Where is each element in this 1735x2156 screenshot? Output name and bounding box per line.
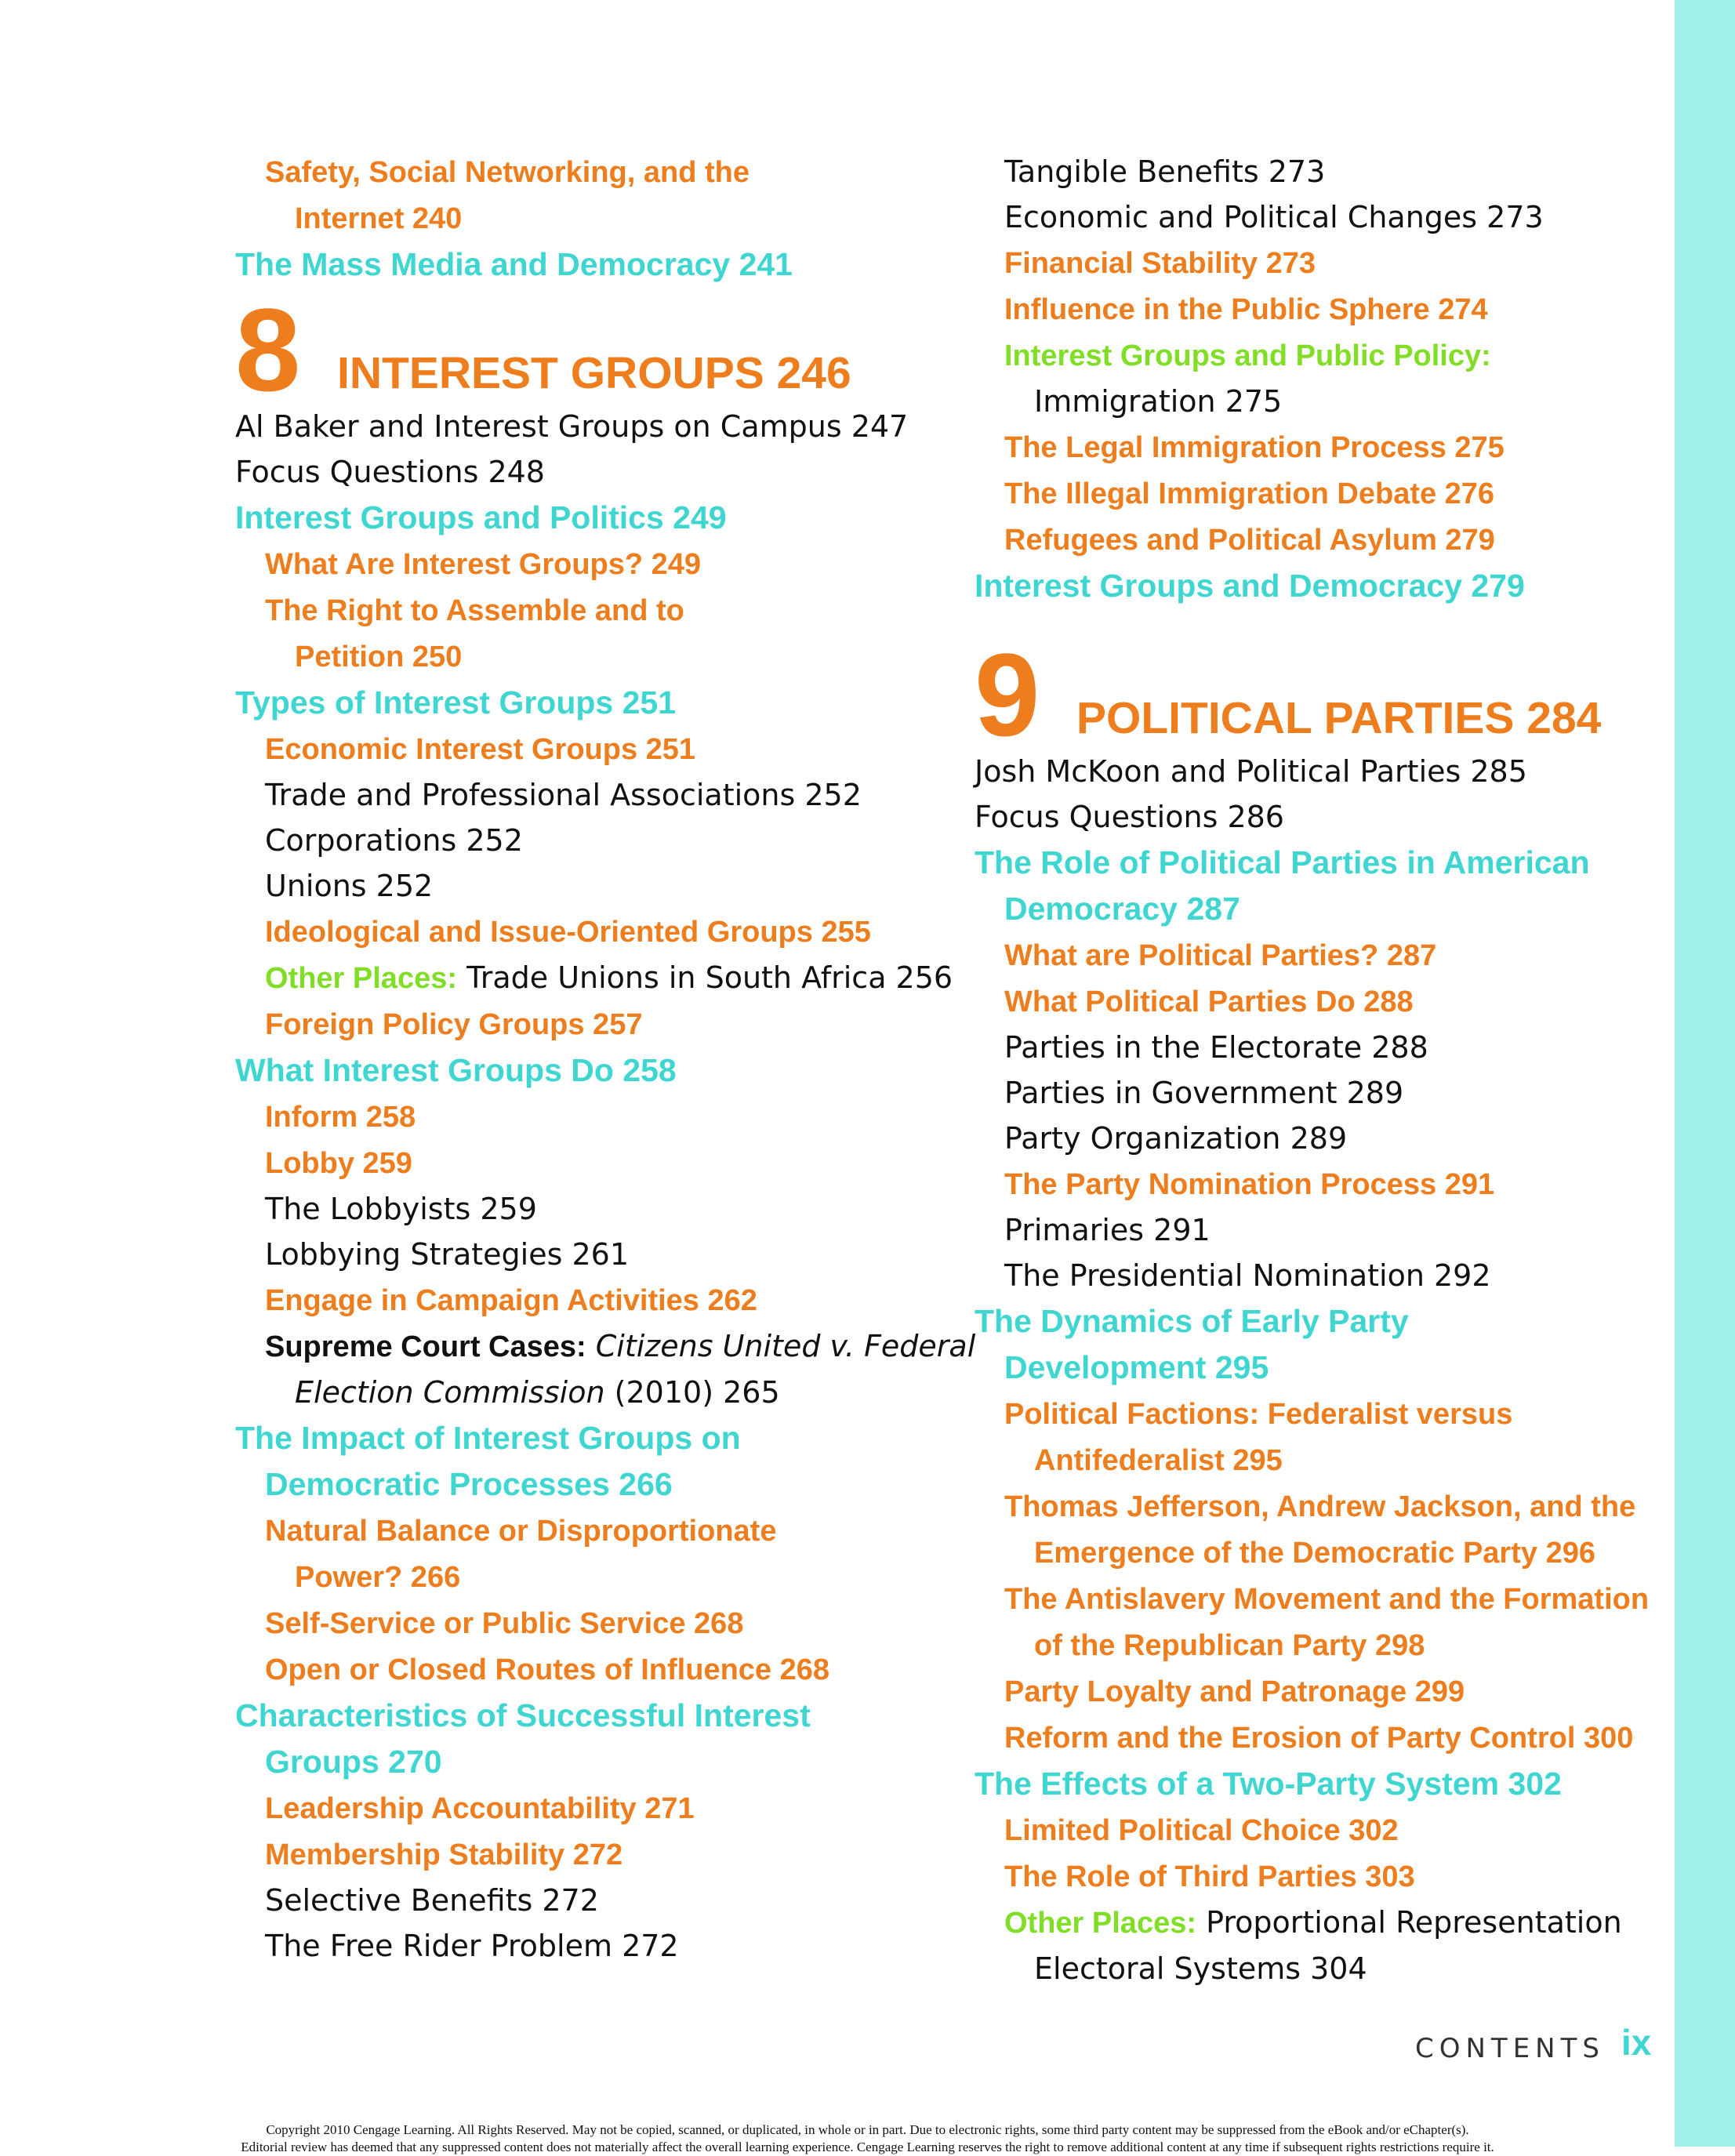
chapter-heading[interactable] bbox=[235, 284, 909, 416]
toc-entry[interactable] bbox=[235, 1508, 909, 1554]
entry-text: The Role of Third Parties 303 bbox=[1004, 1860, 1415, 1893]
toc-entry[interactable] bbox=[975, 978, 1664, 1025]
toc-left-column bbox=[235, 149, 976, 1969]
toc-entry[interactable] bbox=[235, 1047, 909, 1094]
toc-entry[interactable] bbox=[235, 818, 909, 863]
entry-text: Reform and the Erosion of Party Control 300 bbox=[1004, 1722, 1634, 1755]
toc-entry[interactable] bbox=[235, 495, 909, 541]
entry-text: The Antislavery Movement and the Formation bbox=[1004, 1583, 1650, 1616]
feature-label: Other Places: bbox=[265, 962, 457, 995]
toc-entry[interactable] bbox=[235, 1094, 909, 1140]
entry-text: Lobbying Strategies 261 bbox=[265, 1237, 629, 1272]
toc-entry[interactable] bbox=[235, 1923, 909, 1969]
toc-entry[interactable] bbox=[975, 1900, 1664, 1946]
entry-text: The Free Rider Problem 272 bbox=[265, 1929, 679, 1963]
entry-text: The Presidential Nomination 292 bbox=[1004, 1258, 1491, 1293]
toc-entry[interactable] bbox=[235, 149, 909, 195]
entry-text: Interest Groups and Democracy 279 bbox=[975, 568, 1525, 604]
toc-entry[interactable] bbox=[975, 1207, 1664, 1253]
copyright-notice bbox=[0, 2122, 1735, 2156]
entry-text: The Right to Assemble and to bbox=[265, 594, 684, 627]
toc-entry[interactable] bbox=[235, 1140, 909, 1186]
toc-entry[interactable] bbox=[975, 932, 1664, 978]
entry-text: What Interest Groups Do 258 bbox=[235, 1052, 677, 1088]
chapter-title: INTEREST GROUPS 246 bbox=[337, 348, 851, 398]
entry-text: Trade and Professional Associations 252 bbox=[265, 778, 862, 812]
entry-text: Political Factions: Federalist versus bbox=[1004, 1398, 1513, 1431]
entry-text: Interest Groups and Politics 249 bbox=[235, 499, 727, 535]
toc-entry[interactable] bbox=[235, 772, 909, 818]
entry-text: Primaries 291 bbox=[1004, 1213, 1211, 1247]
entry-text: The Illegal Immigration Debate 276 bbox=[1004, 477, 1495, 510]
toc-entry[interactable] bbox=[235, 195, 909, 241]
entry-text: Immigration 275 bbox=[1034, 384, 1283, 419]
toc-entry[interactable] bbox=[235, 1739, 909, 1785]
entry-text: Inform 258 bbox=[265, 1101, 416, 1134]
toc-entry[interactable] bbox=[235, 1001, 909, 1047]
entry-text: The Lobbyists 259 bbox=[265, 1192, 537, 1226]
toc-entry[interactable] bbox=[975, 332, 1664, 379]
chapter-number: 9 bbox=[975, 629, 1040, 760]
copyright-line: Editorial review has deemed that any suppressed content does not materially affect the overall learning experience. Cengage Learning reserves the right to remove additional content at any time if subsequent rights restrictions require it. bbox=[241, 2140, 1494, 2154]
entry-text: Economic and Political Changes 273 bbox=[1004, 200, 1544, 234]
entry-text: What Are Interest Groups? 249 bbox=[265, 548, 702, 581]
entry-text: The Legal Immigration Process 275 bbox=[1004, 431, 1505, 464]
toc-entry[interactable] bbox=[235, 1323, 976, 1370]
feature-label: Other Places: bbox=[1004, 1907, 1196, 1940]
entry-text: Financial Stability 273 bbox=[1004, 247, 1316, 280]
side-color-strip bbox=[1675, 0, 1735, 2147]
toc-entry[interactable] bbox=[975, 1025, 1664, 1070]
toc-entry[interactable] bbox=[975, 749, 1664, 794]
entry-text: Democracy 287 bbox=[1004, 891, 1240, 927]
entry-text: Refugees and Political Asylum 279 bbox=[1004, 524, 1495, 557]
toc-entry[interactable] bbox=[235, 955, 953, 1001]
page-number: ix bbox=[1621, 2022, 1652, 2063]
toc-entries bbox=[975, 749, 1664, 1991]
entry-text: Groups 270 bbox=[265, 1744, 442, 1780]
entry-text: Democratic Processes 266 bbox=[265, 1466, 673, 1502]
toc-entry[interactable] bbox=[975, 1946, 1664, 1991]
entry-text: Power? 266 bbox=[295, 1561, 461, 1594]
toc-entry[interactable] bbox=[975, 1576, 1664, 1622]
toc-entry[interactable] bbox=[975, 1391, 1664, 1437]
entry-text: Engage in Campaign Activities 262 bbox=[265, 1284, 757, 1317]
toc-entry[interactable] bbox=[235, 1186, 909, 1232]
entry-text: Types of Interest Groups 251 bbox=[235, 684, 677, 720]
toc-entry[interactable] bbox=[235, 1831, 909, 1878]
entry-text: Leadership Accountability 271 bbox=[265, 1792, 695, 1825]
entry-text: Party Organization 289 bbox=[1004, 1121, 1348, 1156]
toc-entry[interactable] bbox=[235, 541, 909, 587]
entry-text: Membership Stability 272 bbox=[265, 1838, 623, 1871]
toc-entry[interactable] bbox=[975, 424, 1664, 470]
toc-entry[interactable] bbox=[975, 470, 1664, 517]
entry-text: The Effects of a Two-Party System 302 bbox=[975, 1766, 1562, 1802]
toc-entry[interactable] bbox=[235, 1785, 909, 1831]
toc-entry[interactable] bbox=[975, 563, 1664, 609]
toc-entry[interactable] bbox=[975, 1483, 1664, 1530]
entry-text: Thomas Jefferson, Andrew Jackson, and the bbox=[1004, 1490, 1636, 1523]
toc-pre-entries bbox=[975, 149, 1664, 609]
entry-text: Corporations 252 bbox=[265, 823, 523, 858]
feature-label: Supreme Court Cases: bbox=[265, 1330, 586, 1363]
case-name: Election Commission bbox=[295, 1375, 605, 1410]
toc-entry[interactable] bbox=[235, 1277, 909, 1323]
toc-entry[interactable] bbox=[975, 1070, 1664, 1116]
toc-entry[interactable] bbox=[235, 1415, 909, 1461]
entry-text: Natural Balance or Disproportionate bbox=[265, 1515, 777, 1548]
toc-entry[interactable] bbox=[975, 794, 1664, 840]
toc-entry[interactable] bbox=[975, 1345, 1664, 1391]
entry-text: The Dynamics of Early Party bbox=[975, 1303, 1409, 1339]
toc-entry[interactable] bbox=[975, 1853, 1664, 1900]
entry-text: What are Political Parties? 287 bbox=[1004, 939, 1437, 972]
entry-text: The Role of Political Parties in American bbox=[975, 844, 1590, 880]
toc-entry[interactable] bbox=[975, 1668, 1664, 1715]
toc-entry[interactable] bbox=[975, 886, 1664, 932]
toc-entry[interactable] bbox=[975, 240, 1664, 286]
toc-entry[interactable] bbox=[235, 404, 909, 449]
toc-entries bbox=[235, 404, 976, 1969]
toc-entry[interactable] bbox=[235, 1461, 909, 1508]
entry-text: Foreign Policy Groups 257 bbox=[265, 1008, 643, 1041]
toc-entry[interactable] bbox=[235, 1554, 909, 1600]
toc-entry[interactable] bbox=[235, 633, 909, 680]
entry-text: Proportional Representation bbox=[1196, 1905, 1622, 1940]
toc-entry[interactable] bbox=[975, 1116, 1664, 1161]
toc-entry[interactable] bbox=[975, 1298, 1664, 1345]
toc-entry[interactable] bbox=[975, 517, 1664, 563]
toc-entry[interactable] bbox=[975, 149, 1664, 194]
toc-entry[interactable] bbox=[235, 449, 909, 495]
entry-text: Focus Questions 248 bbox=[235, 455, 545, 489]
chapter-title: POLITICAL PARTIES 284 bbox=[1076, 693, 1602, 743]
entry-text: Internet 240 bbox=[295, 202, 463, 235]
chapter-number: 8 bbox=[235, 284, 301, 416]
toc-entry[interactable] bbox=[235, 1693, 909, 1739]
entry-text: Safety, Social Networking, and the bbox=[265, 156, 750, 189]
toc-right-column bbox=[975, 149, 1664, 1991]
entry-text: Open or Closed Routes of Influence 268 bbox=[265, 1653, 830, 1686]
entry-text: The Party Nomination Process 291 bbox=[1004, 1168, 1495, 1201]
running-footer-label: CONTENTS bbox=[1415, 2033, 1605, 2064]
toc-entry[interactable] bbox=[235, 726, 909, 772]
entry-text: Al Baker and Interest Groups on Campus 247 bbox=[235, 409, 909, 444]
toc-entry[interactable] bbox=[975, 1807, 1664, 1853]
toc-entry[interactable] bbox=[235, 680, 909, 726]
copyright-line: Copyright 2010 Cengage Learning. All Rights Reserved. May not be copied, scanned, or duplicated, in whole or in part. Due to electronic rights, some third party content may be suppressed from the eBook and/or eChapter(s). bbox=[266, 2122, 1469, 2137]
entry-text: Tangible Benefits 273 bbox=[1004, 154, 1326, 189]
entry-text: Party Loyalty and Patronage 299 bbox=[1004, 1675, 1465, 1708]
entry-text: Emergence of the Democratic Party 296 bbox=[1034, 1537, 1595, 1570]
toc-entry[interactable] bbox=[975, 1437, 1664, 1483]
chapter-heading[interactable] bbox=[975, 629, 1664, 760]
entry-text: Focus Questions 286 bbox=[975, 800, 1284, 834]
entry-text: Self-Service or Public Service 268 bbox=[265, 1607, 744, 1640]
entry-text: Lobby 259 bbox=[265, 1147, 412, 1180]
entry-text: The Impact of Interest Groups on bbox=[235, 1420, 741, 1456]
entry-text: Petition 250 bbox=[295, 641, 463, 673]
toc-entry[interactable] bbox=[975, 1761, 1664, 1807]
entry-text: Ideological and Issue-Oriented Groups 255 bbox=[265, 916, 871, 949]
entry-text: Antifederalist 295 bbox=[1034, 1444, 1283, 1477]
entry-text: Selective Benefits 272 bbox=[265, 1883, 599, 1918]
entry-text: Trade Unions in South Africa 256 bbox=[457, 960, 953, 995]
entry-text: What Political Parties Do 288 bbox=[1004, 985, 1414, 1018]
entry-text: Economic Interest Groups 251 bbox=[265, 733, 696, 766]
entry-text: Interest Groups and Public Policy: bbox=[1004, 339, 1491, 372]
entry-text: Parties in Government 289 bbox=[1004, 1076, 1404, 1110]
toc-entry[interactable] bbox=[235, 1370, 909, 1415]
entry-text: The Mass Media and Democracy 241 bbox=[235, 246, 793, 282]
toc-entry[interactable] bbox=[975, 1715, 1664, 1761]
entry-text: Electoral Systems 304 bbox=[1034, 1951, 1367, 1986]
entry-text: Unions 252 bbox=[265, 869, 434, 903]
toc-entry[interactable] bbox=[235, 1232, 909, 1277]
toc-entry[interactable] bbox=[975, 1530, 1664, 1576]
toc-entry[interactable] bbox=[235, 1878, 909, 1923]
toc-entry[interactable] bbox=[975, 1253, 1664, 1298]
toc-entry[interactable] bbox=[235, 909, 909, 955]
toc-entry[interactable] bbox=[975, 1161, 1664, 1207]
toc-entry[interactable] bbox=[975, 379, 1664, 424]
toc-entry[interactable] bbox=[235, 1646, 909, 1693]
entry-text: Development 295 bbox=[1004, 1349, 1269, 1385]
toc-entry[interactable] bbox=[975, 840, 1664, 886]
toc-entry[interactable] bbox=[235, 1600, 909, 1646]
toc-entry[interactable] bbox=[975, 1622, 1664, 1668]
entry-text: of the Republican Party 298 bbox=[1034, 1629, 1425, 1662]
entry-text: Josh McKoon and Political Parties 285 bbox=[975, 754, 1527, 789]
toc-entry[interactable] bbox=[975, 286, 1664, 332]
toc-entry[interactable] bbox=[235, 241, 909, 288]
entry-text: Parties in the Electorate 288 bbox=[1004, 1030, 1428, 1065]
toc-entry[interactable] bbox=[235, 587, 909, 633]
case-name: Citizens United v. Federal bbox=[586, 1329, 976, 1363]
entry-text: Influence in the Public Sphere 274 bbox=[1004, 293, 1488, 326]
toc-entry[interactable] bbox=[975, 194, 1664, 240]
entry-text: (2010) 265 bbox=[604, 1375, 780, 1410]
toc-entry[interactable] bbox=[235, 863, 909, 909]
entry-text: Limited Political Choice 302 bbox=[1004, 1814, 1399, 1847]
entry-text: Characteristics of Successful Interest bbox=[235, 1697, 811, 1733]
toc-pre-entries bbox=[235, 149, 909, 288]
